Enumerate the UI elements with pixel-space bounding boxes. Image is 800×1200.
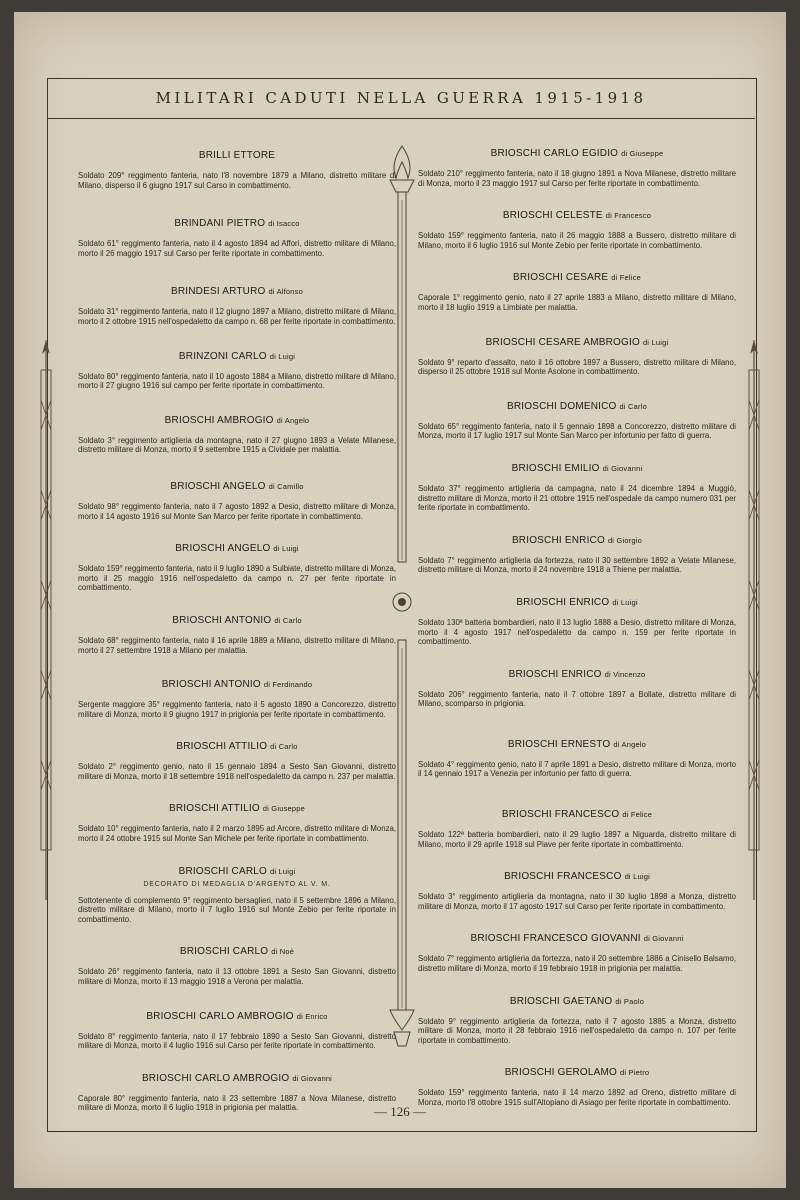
entry-text: Soldato 159° reggimento fanteria, nato il 14 marzo 1892 ad Oreno, distretto militare di Monza, morto l'8 ottobre 1915 sull'Altopiano di Asiago per ferite riportate in combattimento. (418, 1088, 736, 1107)
entry-surname: BRIOSCHI CELESTE (502, 210, 603, 222)
entry (78, 481, 396, 521)
entry-text: Soldato 7° reggimento artiglieria da fortezza, nato il 20 settembre 1886 a Cinisello Balsamo, distretto militare di Monza, morto il 19 febbraio 1918 in prigionia per malattia. (418, 954, 736, 974)
entry (418, 463, 736, 513)
entry (418, 210, 736, 250)
entry-surname: BRIOSCHI ANTONIO (161, 679, 261, 691)
entry-name (78, 679, 396, 690)
entry-text: Sottotenente di complemento 9° reggimento bersaglieri, nato il 5 settembre 1896 a Milano, distretto militare di Milano, morto il 7 luglio 1916 sul Monte Zebio per ferite riportate in combattimento. (78, 895, 396, 924)
entry-text: Caporale 80° reggimento fanteria, nato il 23 settembre 1887 a Nova Milanese, distretto militare di Monza, morto il 6 luglio 1918 in prigionia per malattia. (78, 1093, 396, 1113)
entry-name (78, 741, 396, 752)
entry-surname: BRIOSCHI ANGELO (175, 543, 271, 555)
entry-surname: BRIOSCHI FRANCESCO (501, 809, 620, 821)
entry-name (418, 597, 736, 608)
entry-name (78, 351, 396, 362)
entry-name (418, 1067, 736, 1078)
entry-text: Soldato 8° reggimento fanteria, nato il 17 febbraio 1890 a Sesto San Giovanni, distretto militare di Monza, morto il 4 luglio 1916 sul Carso per ferite riportate in combattimento. (78, 1031, 396, 1051)
entry-father: di Luigi (624, 872, 650, 882)
left-column (78, 136, 396, 1113)
entry-decoration: DECORATO DI MEDAGLIA D'ARGENTO AL V. M. (143, 880, 331, 888)
entry-name (78, 286, 396, 297)
page-number: — 126 — (374, 1104, 426, 1119)
right-fasces-ornament (746, 340, 762, 900)
entry (418, 337, 736, 377)
entry-surname: BRIOSCHI AMBROGIO (164, 414, 274, 426)
entry-surname: BRIOSCHI ENRICO (511, 534, 605, 546)
entry-name (418, 337, 736, 348)
entry-name (418, 148, 736, 159)
entry-father: di Angelo (613, 739, 647, 749)
entry (418, 535, 736, 575)
entry (78, 679, 396, 719)
entry-surname: BRIOSCHI GEROLAMO (504, 1067, 617, 1079)
entry-surname: BRINDESI ARTURO (170, 286, 266, 298)
entry-text: Soldato 61° reggimento fanteria, nato il 4 agosto 1894 ad Affori, distretto militare di Milano, morto il 26 maggio 1917 sul Carso per ferite riportate in combattimento. (78, 239, 396, 258)
entry-text: Soldato 159° reggimento fanteria, nato il 9 luglio 1890 a Sulbiate, distretto militare di Monza, morto il 25 maggio 1916 nell'ospedaletto da campo n. 27 per ferite riportate in combattimento. (78, 564, 396, 593)
entry (418, 996, 736, 1046)
entry-father: di Giovanni (292, 1073, 333, 1083)
entry-surname: BRIOSCHI CARLO (179, 946, 269, 958)
entry-text: Caporale 1° reggimento genio, nato il 27 aprile 1883 a Milano, distretto militare di Milano, morto il 18 luglio 1919 a Limbiate per malattia. (418, 293, 736, 312)
entry-father: di Carlo (619, 401, 647, 411)
entry-name (78, 946, 396, 957)
entry-surname: BRIOSCHI ATTILIO (168, 803, 260, 815)
entry-name (418, 463, 736, 474)
entry (78, 150, 396, 190)
entry-name (418, 210, 736, 221)
entry-surname: BRIOSCHI ANTONIO (172, 614, 272, 626)
entry-surname: BRIOSCHI CARLO EGIDIO (490, 148, 619, 159)
entry-name (78, 803, 396, 814)
entry (418, 401, 736, 441)
entry-text: Soldato 3° reggimento artiglieria da montagna, nato il 30 luglio 1898 a Monza, distretto militare di Monza, morto il 17 agosto 1917 sul Carso per ferite riportate in combattimento. (418, 892, 736, 911)
entry-surname: BRIOSCHI CARLO (178, 865, 267, 877)
entry-name (78, 415, 396, 426)
entry-father: di Felice (622, 810, 653, 820)
entry-father: di Giovanni (643, 934, 684, 944)
entry-father: di Carlo (274, 615, 302, 625)
entry (78, 803, 396, 843)
entry-name: BRILLI ETTORE (198, 150, 276, 161)
entry-text: Soldato 37° reggimento artiglieria da campagna, nato il 24 dicembre 1894 a Muggiò, distretto militare di Monza, morto il 21 ottobre 1915 nell'ospedale da campo numero 031 per ferite riportate in combattimento. (418, 483, 736, 513)
entry-text: Soldato 9° reparto d'assalto, nato il 16 ottobre 1897 a Bussero, distretto militare di Milano, disperso il 25 ottobre 1918 sul Monte Asolone in combattimento. (418, 357, 736, 377)
entry-surname: BRIOSCHI FRANCESCO GIOVANNI (470, 933, 641, 945)
entry-father: di Ferdinando (263, 680, 313, 690)
entry (78, 1011, 396, 1051)
entry-father: di Carlo (270, 742, 298, 752)
entry-name (78, 1011, 396, 1022)
left-fasces-ornament (38, 340, 54, 900)
right-column (418, 136, 736, 1108)
entry-father: di Giuseppe (262, 804, 306, 814)
entry-text: Soldato 9° reggimento artiglieria da fortezza, nato il 7 agosto 1885 a Monza, distretto militare di Monza, morto il 28 febbraio 1916 nell'ospedaletto da campo n. 107 per ferite riportate in combattimento. (418, 1016, 736, 1045)
entry (78, 866, 396, 925)
entry-father: di Luigi (612, 597, 638, 607)
entry-father: di Giuseppe (621, 149, 664, 158)
entry-surname: BRIOSCHI CESARE AMBROGIO (485, 336, 640, 348)
entry-name (418, 996, 736, 1007)
entry-name (78, 1073, 396, 1084)
entry-surname: BRIOSCHI GAETANO (509, 995, 613, 1007)
entry-surname: BRIOSCHI FRANCESCO (504, 871, 622, 883)
entry-surname: BRIOSCHI ERNESTO (507, 738, 611, 750)
entry-surname: BRIOSCHI ENRICO (516, 596, 610, 608)
entry (78, 543, 396, 593)
entry-father: di Isacco (268, 219, 300, 229)
entry-surname: BRINDANI PIETRO (174, 218, 266, 230)
page-title: MILITARI CADUTI NELLA GUERRA 1915-1918 (155, 89, 647, 107)
entry-father: di Angelo (276, 415, 310, 425)
entry (78, 218, 396, 258)
entry-text: Soldato 122ª batteria bombardieri, nato il 29 luglio 1897 a Niguarda, distretto militare di Milano, morto il 29 aprile 1918 sul Piave per ferite riportate in combattimento. (418, 830, 736, 849)
entry (418, 933, 736, 973)
entry-father: di Camillo (268, 481, 304, 491)
entry-father: di Luigi (269, 351, 296, 361)
page-header (47, 78, 755, 119)
entry-father: di Luigi (269, 866, 296, 876)
entry-surname: BRIOSCHI CESARE (513, 272, 609, 284)
entry (418, 739, 736, 779)
entry-text: Soldato 80° reggimento fanteria, nato il 10 agosto 1884 a Milano, distretto militare di Milano, morto il 27 giugno 1916 sul campo per ferite riportate in combattimento. (78, 371, 396, 391)
entry-father: di Felice (611, 273, 641, 283)
entry (418, 1067, 736, 1107)
entry-surname: BRINZONI CARLO (178, 350, 267, 362)
entry-father: di Pietro (619, 1068, 650, 1078)
entry-father: di Luigi (642, 337, 669, 347)
entry-name (418, 739, 736, 750)
entry-father: di Paolo (615, 996, 645, 1006)
entry-father: di Vincenzo (604, 669, 646, 679)
entry-surname: BRIOSCHI DOMENICO (507, 400, 617, 412)
entry-name (78, 866, 396, 877)
entry-text: Soldato 4° reggimento genio, nato il 7 aprile 1891 a Desio, distretto militare di Monza, morto il 14 gennaio 1917 a Venezia per infortunio per fatto di guerra. (418, 759, 736, 779)
entry-name (78, 481, 396, 492)
entry (78, 741, 396, 781)
entry-text: Soldato 65° reggimento fanteria, nato il 5 gennaio 1898 a Concorezzo, distretto militare di Monza, morto il 17 luglio 1917 sul Monte San Marco per infortunio per fatto di guerra. (418, 421, 736, 441)
entry-text: Soldato 130ª batteria bombardieri, nato il 13 luglio 1888 a Desio, distretto militare di Monza, morto il 4 agosto 1917 nell'ospedaletto da campo n. 159 per ferite riportate in combattimento. (418, 617, 736, 647)
entry-text: Soldato 68° reggimento fanteria, nato il 16 aprile 1889 a Milano, distretto militare di Milano, morto il 27 settembre 1918 a Milano per malattia. (78, 635, 396, 655)
entry-text: Soldato 2° reggimento genio, nato il 15 gennaio 1894 a Sesto San Giovanni, distretto militare di Monza, morto il 18 settembre 1918 nell'ospedaletto da campo n. 237 per malattia. (78, 762, 396, 781)
entry-name (78, 615, 396, 626)
entry-father: di Francesco (605, 211, 652, 221)
entry (78, 415, 396, 455)
entry-name (418, 401, 736, 412)
entry-text: Sergente maggiore 35° reggimento fanteria, nato il 5 agosto 1890 a Concorezzo, distretto militare di Monza, morto il 9 giugno 1917 in prigionia per ferite riportate in combattimento. (78, 700, 396, 719)
entry-text: Soldato 26° reggimento fanteria, nato il 13 ottobre 1891 a Sesto San Giovanni, distretto militare di Monza, morto il 13 maggio 1918 a Verona per malattia. (78, 967, 396, 987)
entry-surname: BRIOSCHI ENRICO (508, 668, 602, 680)
entry-surname: BRIOSCHI CARLO AMBROGIO (141, 1072, 290, 1084)
entry-text: Soldato 209° reggimento fanteria, nato l'8 novembre 1879 a Milano, distretto militare di Milano, disperso il 6 giugno 1917 sul Carso in combattimento. (78, 171, 396, 190)
entry (78, 615, 396, 655)
entry-father: di Giovanni (602, 463, 643, 473)
entry-text: Soldato 3° reggimento artiglieria da montagna, nato il 27 giugno 1893 a Velate Milanese, distretto militare di Monza, morto il 9 settembre 1915 a Cividale per malattia. (78, 435, 396, 455)
entry-father: di Noè (271, 947, 295, 957)
entry-text: Soldato 7° reggimento artiglieria da fortezza, nato il 30 settembre 1892 a Velate Milanese, distretto militare di Monza, morto il 24 novembre 1918 a Thiene per malattia. (418, 555, 736, 575)
entry-name (418, 272, 736, 283)
entry (418, 871, 736, 911)
entry-name (418, 535, 736, 546)
entry-text: Soldato 10° reggimento fanteria, nato il 2 marzo 1895 ad Arcore, distretto militare di Monza, morto il 24 ottobre 1915 sul Monte San Michele per ferite riportate in combattimento. (78, 824, 396, 844)
entry (418, 148, 736, 188)
entry (78, 946, 396, 986)
entry-surname: BRIOSCHI EMILIO (511, 462, 600, 474)
entry-text: Soldato 31° reggimento fanteria, nato il 12 giugno 1897 a Milano, distretto militare di Milano, morto il 2 ottobre 1915 nell'ospedaletto da campo n. 68 per ferite riportate in combattimento. (78, 307, 396, 326)
entry-text: Soldato 159° reggimento fanteria, nato il 26 maggio 1888 a Bussero, distretto militare di Milano, morto il 6 luglio 1916 sul Monte Zebio per ferite riportate in combattimento. (418, 231, 736, 250)
entry (418, 809, 736, 849)
entry-father: di Enrico (296, 1011, 328, 1021)
entry (418, 669, 736, 709)
entry-name (418, 809, 736, 820)
entry-name (418, 871, 736, 882)
entry (78, 286, 396, 326)
entry-text: Soldato 98° reggimento fanteria, nato il 7 agosto 1892 a Desio, distretto militare di Monza, morto il 14 agosto 1916 sul Monte San Marco per ferite riportate in combattimento. (78, 501, 396, 521)
entry-name (78, 218, 396, 229)
entry-name (418, 933, 736, 944)
entry-father: di Giorgio (607, 535, 643, 545)
entry-father: di Luigi (273, 544, 299, 554)
entry-text: Soldato 210° reggimento fanteria, nato il 18 giugno 1891 a Nova Milanese, distretto militare di Monza, morto il 23 maggio 1917 sul Carso per ferite riportate in combattimento. (418, 169, 736, 188)
entry-surname: BRIOSCHI ANGELO (170, 480, 266, 492)
entry-text: Soldato 206° reggimento fanteria, nato il 7 ottobre 1897 a Bollate, distretto militare di Milano, scomparso in prigionia. (418, 689, 736, 709)
entry-father: di Alfonso (268, 287, 303, 297)
entry (418, 272, 736, 312)
entry-name (418, 669, 736, 680)
entry-name (78, 543, 396, 554)
entry-surname: BRIOSCHI CARLO AMBROGIO (146, 1010, 294, 1022)
entry-surname: BRIOSCHI ATTILIO (176, 741, 268, 753)
entry (418, 597, 736, 647)
entry (78, 351, 396, 391)
